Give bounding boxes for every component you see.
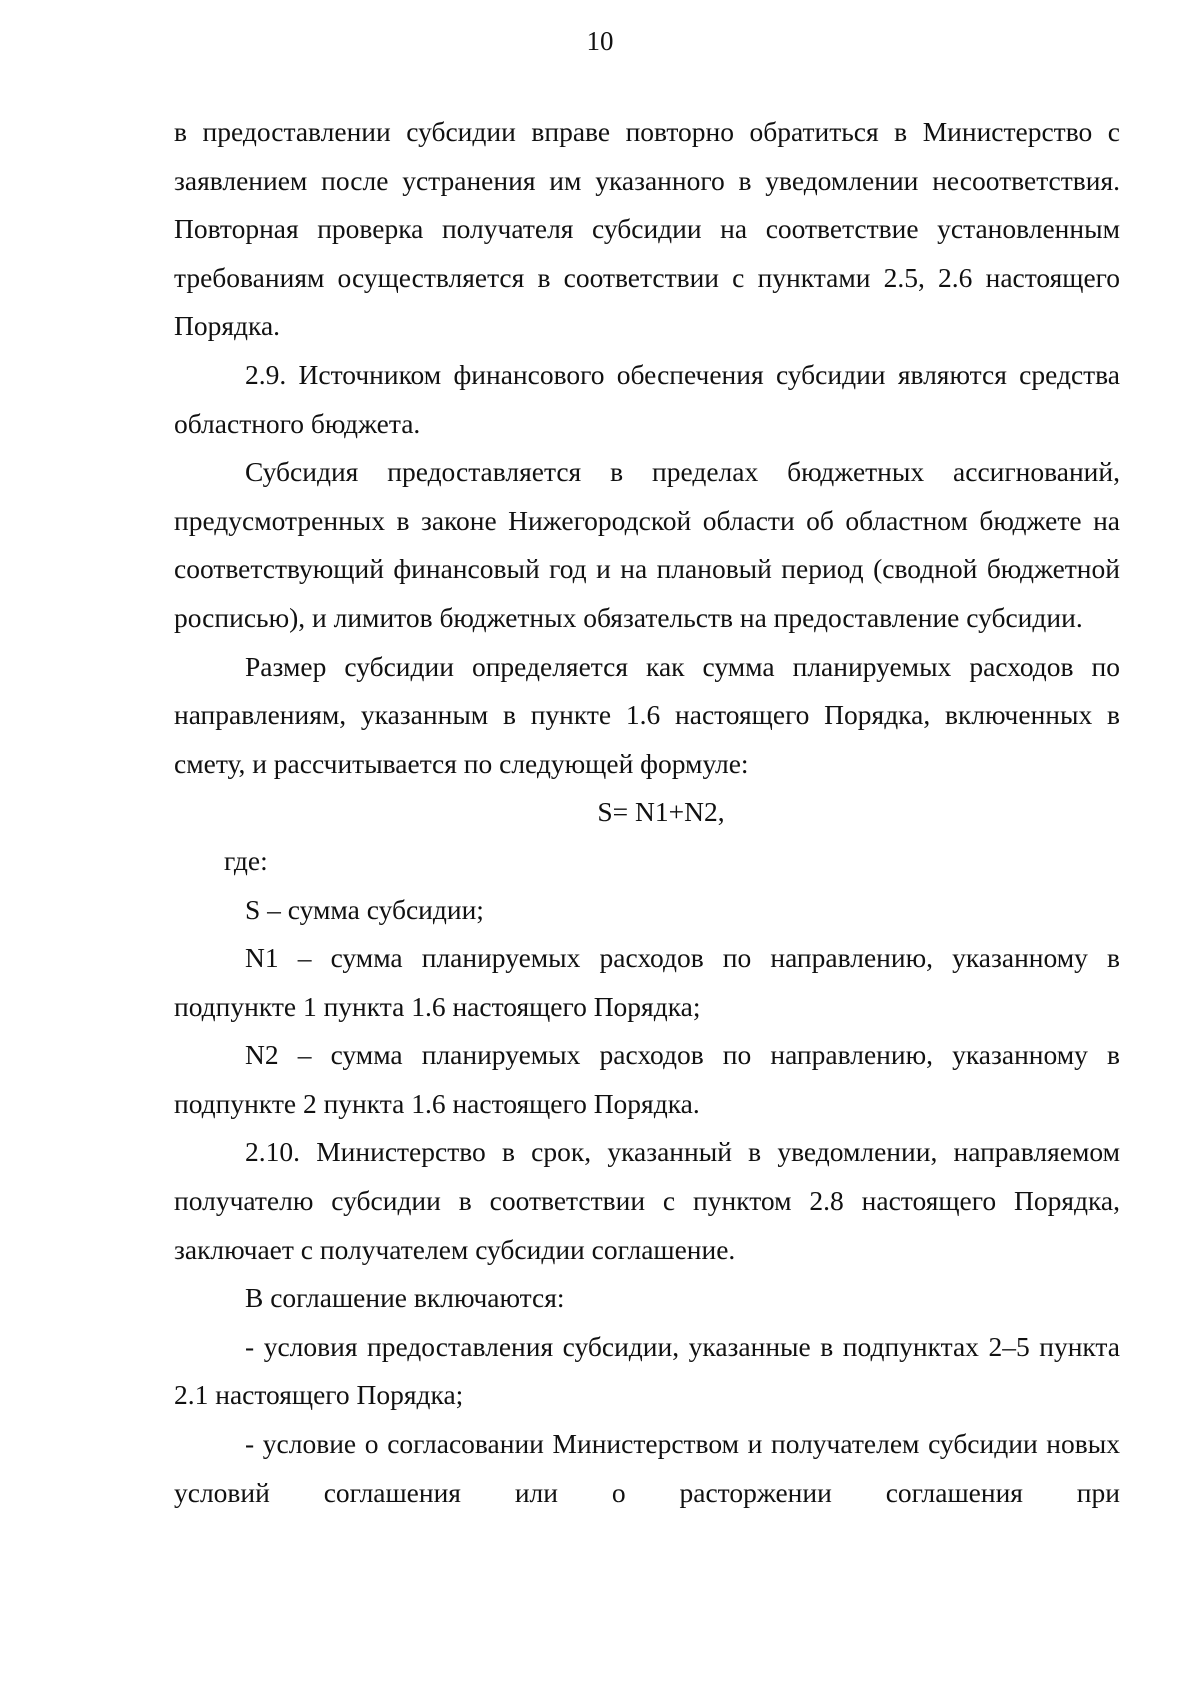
list-item-conditions: - условия предоставления субсидии, указанные в подпунктах 2–5 пункта 2.1 настоящего Порядка; (174, 1330, 1120, 1411)
formula-where: где: (224, 844, 268, 876)
formula: S= N1+N2, (597, 796, 725, 828)
definition-s: S – сумма субсидии; (245, 893, 484, 925)
page-number: 10 (586, 26, 614, 56)
document-body (174, 108, 1120, 1517)
definition-n2: N2 – сумма планируемых расходов по направлению, указанному в подпункте 2 пункта 1.6 настоящего Порядка. (174, 1039, 1120, 1119)
paragraph-subsidy-limits: Субсидия предоставляется в пределах бюджетных ассигнований, предусмотренных в законе Нижегородской области об областном бюджете на соответствующий финансовый год и на плановый период (сводной бюджетной росписью), и лимитов бюджетных обязательств на предоставление субсидии. (174, 456, 1120, 633)
paragraph-2-10: 2.10. Министерство в срок, указанный в уведомлении, направляемом получателю субсидии в соответствии с пунктом 2.8 настоящего Порядка, заключает с получателем субсидии соглашение. (174, 1136, 1120, 1265)
list-item-agreement-terms: - условие о согласовании Министерством и получателем субсидии новых условий соглашения или о расторжении соглашения при (174, 1428, 1120, 1508)
definition-n1: N1 – сумма планируемых расходов по направлению, указанному в подпункте 1 пункта 1.6 настоящего Порядка; (174, 942, 1120, 1022)
paragraph-continuation: в предоставлении субсидии вправе повторно обратиться в Министерство с заявлением после устранения им указанного в уведомлении несоответствия. Повторная проверка получателя субсидии на соответствие установленным требованиям осуществляется в соответствии с пунктами 2.5, 2.6 настоящего Порядка. (174, 116, 1120, 342)
paragraph-2-9: 2.9. Источником финансового обеспечения субсидии являются средства областного бюджета. (174, 358, 1120, 439)
paragraph-agreement-includes: В соглашение включаются: (245, 1282, 565, 1314)
paragraph-subsidy-size: Размер субсидии определяется как сумма планируемых расходов по направлениям, указанным в пункте 1.6 настоящего Порядка, включенных в смету, и рассчитывается по следующей формуле: (174, 650, 1120, 779)
